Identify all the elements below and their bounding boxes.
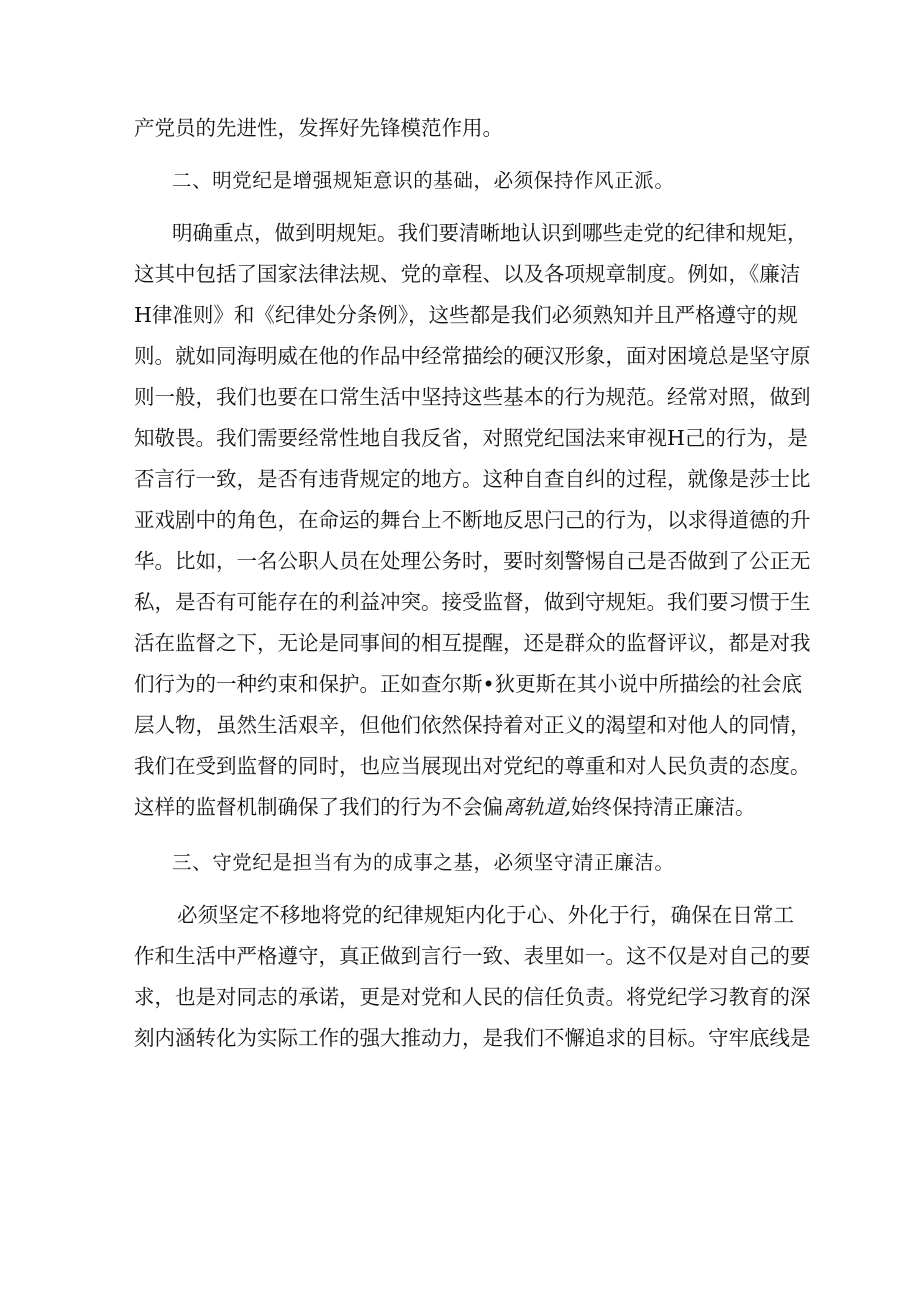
paragraph-line: 亚戏剧中的角色，在命运的舞台上不断地反思闩己的行为，以求得道德的升 — [134, 508, 811, 532]
paragraph-line: 私，是否有可能存在的利益冲突。接受监督，做到守规矩。我们要习惯于生 — [134, 590, 811, 614]
paragraph-line: 则。就如同海明威在他的作品中经常描绘的硬汉形象，面对困境总是坚守原 — [134, 344, 811, 368]
paragraph-line: 知敬畏。我们需要经常性地自我反省，对照党纪国法来审视H己的行为，是 — [134, 426, 808, 450]
paragraph-line: 层人物，虽然生活艰辛，但他们依然保持着对正义的渴望和对他人的同情， — [134, 713, 811, 737]
paragraph-line: 华。比如，一名公职人员在处理公务时，要时刻警惕自己是否做到了公正无 — [134, 549, 811, 573]
paragraph-line: 作和生活中严格遵守，真正做到言行一致、表里如一。这不仅是对自己的要 — [134, 944, 811, 968]
paragraph-line: 这其中包括了国家法律法规、党的章程、以及各项规章制度。例如，《廉洁 — [134, 262, 801, 286]
paragraph-line: 明确重点，做到明规矩。我们要清晰地认识到哪些走党的纪律和规矩， — [172, 221, 808, 245]
paragraph-line: H律准则》和《纪律处分条例》，这些都是我们必须熟知并且严格遵守的规 — [134, 303, 798, 327]
carryover-paragraph-line: 产党员的先进性，发挥好先锋模范作用。 — [134, 116, 503, 140]
text-segment: 这样的监督机制确保了我们的行为不会偏 — [134, 795, 503, 819]
paragraph-line: 则一般，我们也要在口常生活中坚持这些基本的行为规范。经常对照，做到 — [134, 385, 811, 409]
text-segment: 始终保持清正廉洁。 — [571, 795, 756, 819]
section-3-heading: 三、守党纪是担当有为的成事之基，必须坚守清正廉洁。 — [172, 851, 675, 874]
paragraph-last-line — [134, 792, 794, 822]
paragraph-line: 活在监督之下，无论是同事间的相互提醒，还是群众的监督评议，都是对我 — [134, 631, 811, 655]
paragraph-line: 我们在受到监督的同时，也应当展现出对党纪的尊重和对人民负责的态度。 — [134, 754, 811, 778]
italic-text-segment: 离轨道, — [503, 795, 572, 819]
paragraph-line: 求，也是对同志的承诺，更是对党和人民的信任负责。将党纪学习教育的深 — [134, 985, 811, 1009]
paragraph-line: 刻内涵转化为实际工作的强大推动力，是我们不懈追求的目标。守牢底线是 — [134, 1026, 811, 1050]
paragraph-line: 否言行一致，是否有违背规定的地方。这种自查自纠的过程，就像是莎士比 — [134, 467, 811, 491]
paragraph-line: 们行为的一种约束和保护。正如查尔斯•狄更斯在其小说中所描绘的社会底 — [134, 672, 803, 696]
section-2-heading: 二、明党纪是增强规矩意识的基础，必须保持作风正派。 — [172, 169, 675, 192]
paragraph-line: 必须坚定不移地将党的纪律规矩内化于心、外化于行，确保在日常工 — [177, 903, 794, 927]
